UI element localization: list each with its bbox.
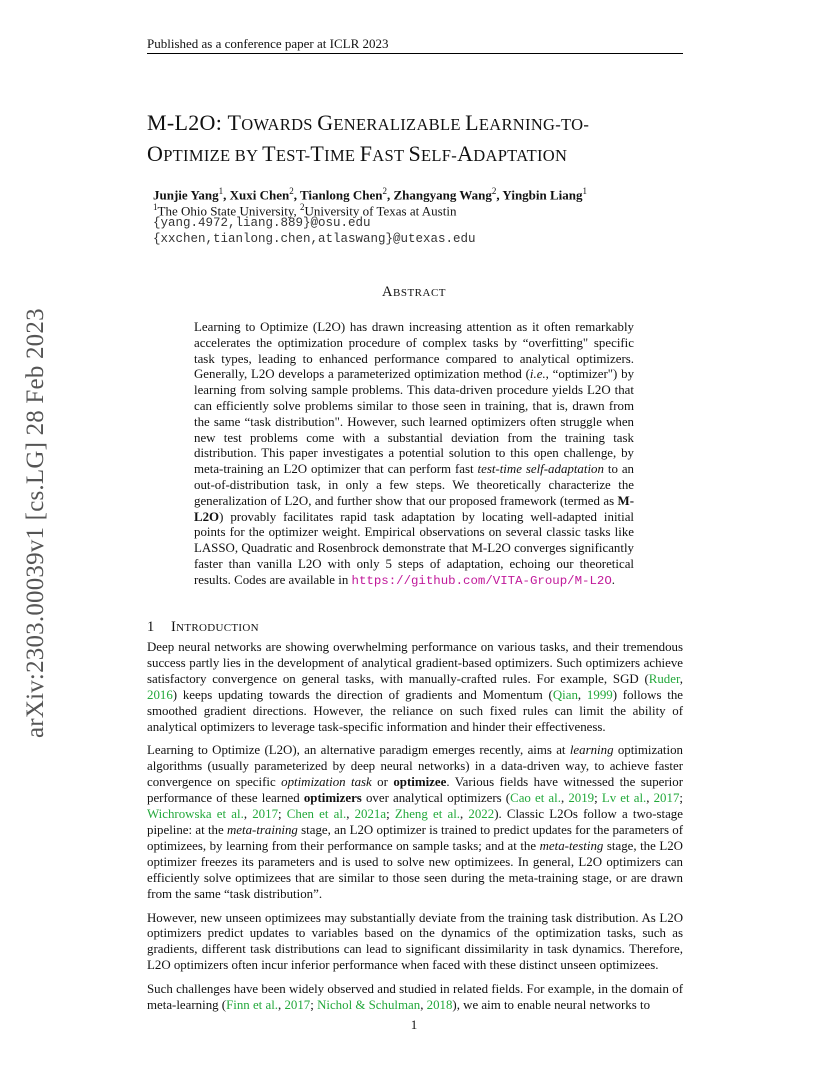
citation-ruder-year[interactable]: 2016 (147, 687, 173, 702)
citation-zheng-year[interactable]: 2022 (468, 807, 495, 822)
code-link[interactable]: https://github.com/VITA-Group/M-L2O (351, 573, 612, 588)
intro-paragraph-4: Such challenges have been widely observed and studied in related fields. For example, in the domain of meta-learning (Finn et al., 2017; Nichol & Schulman, 2018), we aim to enable neural networks to (147, 982, 683, 1013)
citation-wichrowska[interactable]: Wichrowska et al. (147, 807, 244, 822)
citation-cao[interactable]: Cao et al. (510, 791, 561, 806)
citation-finn-year[interactable]: 2017 (284, 998, 311, 1013)
page-number: 1 (410, 1017, 418, 1032)
citation-finn[interactable]: Finn et al. (226, 998, 279, 1013)
citation-cao-year[interactable]: 2019 (568, 791, 595, 806)
citation-lv-year[interactable]: 2017 (653, 791, 680, 806)
intro-paragraph-2: Learning to Optimize (L2O), an alternative paradigm emerges recently, aims at learning optimization algorithms (usually parameterized by deep neural networks) in a data-driven way, to achieve faster convergence on specific optimization task or optimizee. Various fields have witnessed the superior performance of these learned optimizers over analytical optimizers (Cao et al., 2019; Lv et al., 2017; Wichrowska et al., 2017; Chen et al., 2021a; Zheng et al., 2022). Classic L2Os follow a two-stage pipeline: at the meta-training stage, an L2O optimizer is trained to predict updates for the parameters of optimizees, by learning from their performance on sample tasks; and at the meta-testing stage, the L2O optimizer freezes its parameters and is used to solve new optimizees. In general, L2O optimizers can efficiently solve optimizees that are similar to those seen during the meta-training stage, or are drawn from the same “task distribution”. (147, 743, 683, 901)
author-list: Junjie Yang$^1$, Xuxi Chen$^2$, Tianlong Chen$^2$, Zhangyang Wang$^2$, Yingbin Liang$^1$ (153, 186, 588, 203)
citation-nichol-year[interactable]: 2018 (426, 998, 453, 1013)
running-header: Published as a conference paper at ICLR 2023 (147, 36, 389, 51)
title-line-1: M-L2O: TOWARDS GENERALIZABLE LEARNING-TO- (147, 110, 590, 135)
intro-paragraph-3: However, new unseen optimizees may substantially deviate from the training task distribution. As L2O optimizers predict updates to variables based on the dynamics of the optimization tasks, such as gradients, different task distributions can lead to significant dissimilarity in task dynamics. Therefore, L2O optimizers often incur inferior performance when faced with these distinct unseen optimizees. (147, 910, 683, 973)
email-line-1: {yang.4972,liang.889}@osu.edu (153, 216, 371, 230)
introduction-body (147, 640, 683, 1022)
citation-lv[interactable]: Lv et al. (601, 791, 647, 806)
abstract-heading: ABSTRACT (382, 284, 446, 300)
affiliations: $^1$The Ohio State University, $^2$University of Texas at Austin (153, 202, 457, 219)
citation-wichrowska-year[interactable]: 2017 (252, 807, 279, 822)
abstract-text: Learning to Optimize (L2O) has drawn increasing attention as it often remarkably accelerates the optimization procedure of complex tasks by “overfitting" specific task types, leading to enhanced performance compared to analytical optimizers. Generally, L2O develops a parameterized optimization method (i.e., “optimizer") by learning from solving sample problems. This data-driven procedure yields L2O that can efficiently solve problems similar to those seen in training, that is, drawn from the same “task distribution". However, such learned optimizers often struggle when new test problems come with a substantial deviation from the training task distribution. This paper investigates a potential solution to this open challenge, by meta-training an L2O optimizer that can perform fast test-time self-adaptation to an out-of-distribution task, in only a few steps. We theoretically characterize the generalization of L2O, and further show that our proposed framework (termed as M-L2O) provably facilitates rapid task adaptation by locating well-adapted initial points for the optimizer weight. Empirical observations on several classic tasks like LASSO, Quadratic and Rosenbrock demonstrate that M-L2O converges significantly faster than vanilla L2O with only 5 steps of adaptation, echoing our theoretical results. Codes are available in https://github.com/VITA-Group/M-L2O. (194, 320, 635, 588)
citation-nichol[interactable]: Nichol & Schulman (317, 998, 421, 1013)
citation-zheng[interactable]: Zheng et al. (394, 807, 460, 822)
arxiv-identifier: arXiv:2303.00039v1 [cs.LG] 28 Feb 2023 (22, 308, 49, 738)
header-rule (147, 53, 683, 54)
citation-ruder[interactable]: Ruder (648, 671, 680, 686)
intro-paragraph-1: Deep neural networks are showing overwhelming performance on various tasks, and their tremendous success partly lies in the development of analytical gradient-based optimizers. Such optimizers achieve satisfactory convergence on general tasks, with manually-crafted rules. For example, SGD (Ruder, 2016) keeps updating towards the direction of gradients and Momentum (Qian, 1999) follows the smoothed gradient directions. However, the reliance on such fixed rules can limit the ability of analytical optimizers to leverage task-specific information and hinder their effectiveness. (147, 640, 683, 734)
citation-qian-year[interactable]: 1999 (586, 687, 613, 702)
citation-chen[interactable]: Chen et al. (286, 807, 347, 822)
title-line-2: OPTIMIZE BY TEST-TIME FAST SELF-ADAPTATION (147, 141, 568, 166)
citation-chen-year[interactable]: 2021a (354, 807, 387, 822)
citation-qian[interactable]: Qian (552, 687, 578, 702)
paper-title (147, 108, 707, 170)
email-line-2: {xxchen,tianlong.chen,atlaswang}@utexas.edu (153, 232, 476, 246)
section-heading-introduction: 1 INTRODUCTION (147, 619, 259, 635)
